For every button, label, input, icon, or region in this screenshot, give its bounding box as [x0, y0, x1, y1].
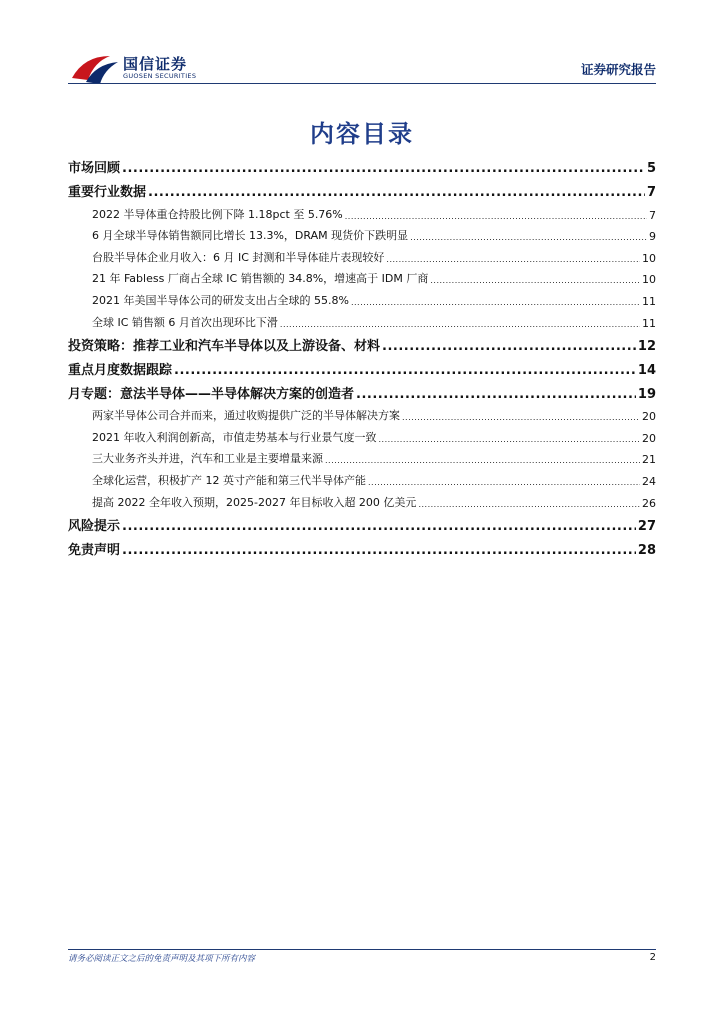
- toc-leader-dots: [356, 387, 636, 402]
- page-title: 内容目录: [310, 120, 414, 148]
- toc-entry-section[interactable]: [68, 152, 656, 176]
- logo-name-en: GUOSEN SECURITIES: [123, 72, 197, 80]
- toc-leader-dots: [402, 410, 640, 423]
- toc-leader-dots: [386, 252, 640, 265]
- toc-entry-page: 10: [642, 273, 656, 287]
- toc-entry-label: 全球 IC 销售额 6 月首次出现环比下滑: [92, 315, 278, 329]
- toc-entry-subsection[interactable]: [68, 286, 656, 308]
- toc-entry-page: 10: [642, 251, 656, 265]
- toc-leader-dots: [122, 519, 636, 534]
- toc-entry-subsection[interactable]: [68, 200, 656, 222]
- toc-entry-page: 19: [637, 386, 656, 402]
- table-of-contents: [68, 152, 656, 558]
- toc-entry-subsection[interactable]: [68, 423, 656, 445]
- toc-entry-subsection[interactable]: [68, 265, 656, 287]
- toc-entry-page: 7: [646, 185, 656, 200]
- toc-entry-page: 26: [642, 496, 656, 510]
- toc-leader-dots: [174, 363, 636, 378]
- toc-leader-dots: [351, 295, 640, 308]
- toc-entry-section[interactable]: [68, 330, 656, 354]
- toc-entry-page: 7: [649, 208, 656, 222]
- toc-entry-section[interactable]: [68, 176, 656, 200]
- toc-leader-dots: [148, 185, 645, 200]
- toc-entry-label: 2021 年美国半导体公司的研发支出占全球的 55.8%: [92, 293, 349, 307]
- toc-leader-dots: [122, 161, 645, 176]
- toc-leader-dots: [325, 453, 640, 466]
- toc-entry-section[interactable]: [68, 534, 656, 558]
- toc-entry-label: 2022 半导体重仓持股比例下降 1.18pct 至 5.76%: [92, 207, 343, 221]
- toc-entry-section[interactable]: [68, 510, 656, 534]
- toc-leader-dots: [418, 497, 640, 510]
- toc-entry-subsection[interactable]: [68, 402, 656, 424]
- toc-entry-page: 28: [637, 542, 656, 558]
- toc-entry-section[interactable]: [68, 378, 656, 402]
- toc-leader-dots: [382, 339, 636, 354]
- toc-entry-subsection[interactable]: [68, 445, 656, 467]
- guosen-logo-mark-icon: [70, 50, 120, 86]
- toc-leader-dots: [368, 475, 640, 488]
- toc-entry-label: 提高 2022 全年收入预期，2025-2027 年目标收入超 200 亿美元: [92, 495, 417, 509]
- toc-entry-subsection[interactable]: [68, 488, 656, 510]
- toc-entry-label: 21 年 Fabless 厂商占全球 IC 销售额的 34.8%，增速高于 IDM 厂商: [92, 272, 429, 286]
- report-type-label: 证券研究报告: [580, 62, 656, 77]
- page-number: 2: [649, 952, 656, 963]
- toc-entry-label: 两家半导体公司合并而来，通过收购提供广泛的半导体解决方案: [92, 409, 400, 423]
- toc-entry-label: 台股半导体企业月收入：6 月 IC 封测和半导体硅片表现较好: [92, 250, 385, 264]
- toc-leader-dots: [410, 230, 647, 243]
- toc-entry-label: 月专题：意法半导体——半导体解决方案的创造者: [68, 386, 355, 402]
- toc-entry-label: 重点月度数据跟踪: [68, 362, 173, 378]
- toc-entry-page: 20: [642, 410, 656, 424]
- toc-entry-page: 5: [646, 161, 656, 176]
- toc-entry-subsection[interactable]: [68, 308, 656, 330]
- toc-entry-label: 投资策略：推荐工业和汽车半导体以及上游设备、材料: [68, 338, 381, 354]
- toc-entry-page: 9: [649, 230, 656, 244]
- footer-disclaimer: 请务必阅读正文之后的免责声明及其项下所有内容: [68, 954, 256, 964]
- toc-leader-dots: [430, 273, 640, 286]
- footer-divider: [68, 949, 656, 950]
- toc-entry-page: 21: [642, 453, 656, 467]
- toc-entry-page: 24: [642, 474, 656, 488]
- toc-leader-dots: [280, 317, 640, 330]
- toc-entry-page: 14: [637, 362, 656, 378]
- toc-entry-subsection[interactable]: [68, 243, 656, 265]
- toc-entry-page: 11: [642, 294, 656, 308]
- toc-leader-dots: [379, 432, 641, 445]
- toc-entry-label: 三大业务齐头并进，汽车和工业是主要增量来源: [92, 452, 323, 466]
- toc-entry-label: 免责声明: [68, 542, 121, 558]
- toc-entry-label: 重要行业数据: [68, 185, 147, 200]
- toc-entry-page: 12: [637, 338, 656, 354]
- toc-entry-page: 20: [642, 431, 656, 445]
- toc-leader-dots: [122, 543, 636, 558]
- toc-entry-section[interactable]: [68, 354, 656, 378]
- header-divider: [68, 83, 656, 84]
- toc-entry-label: 风险提示: [68, 518, 121, 534]
- toc-entry-label: 全球化运营，积极扩产 12 英寸产能和第三代半导体产能: [92, 473, 366, 487]
- page-header: [0, 0, 724, 90]
- toc-entry-page: 11: [642, 316, 656, 330]
- toc-entry-page: 27: [637, 518, 656, 534]
- toc-entry-label: 2021 年收入利润创新高，市值走势基本与行业景气度一致: [92, 430, 377, 444]
- toc-entry-label: 6 月全球半导体销售额同比增长 13.3%，DRAM 现货价下跌明显: [92, 229, 409, 243]
- toc-entry-subsection[interactable]: [68, 466, 656, 488]
- toc-entry-label: 市场回顾: [68, 161, 121, 176]
- toc-leader-dots: [345, 209, 647, 222]
- toc-entry-subsection[interactable]: [68, 222, 656, 244]
- logo-name-cn: 国信证券: [123, 55, 188, 73]
- guosen-logo: [70, 50, 230, 86]
